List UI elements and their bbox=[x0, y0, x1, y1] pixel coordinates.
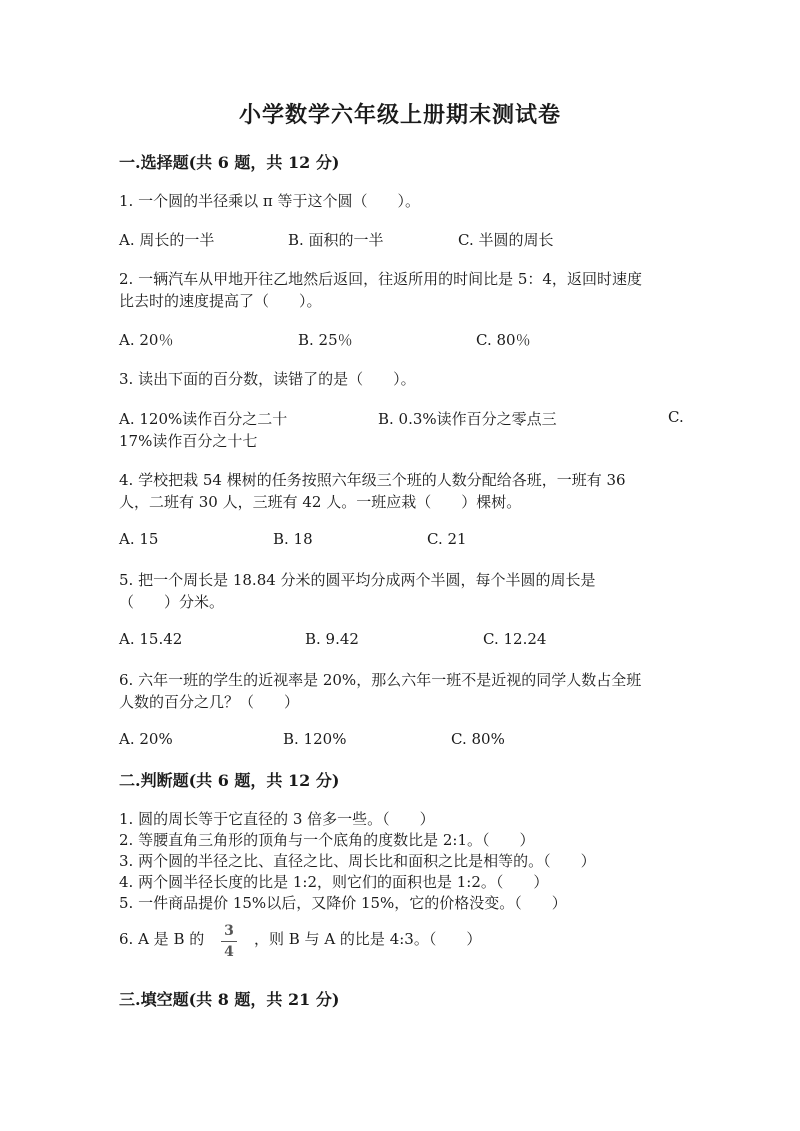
question-2-option-a: A. 20％ bbox=[119, 331, 174, 349]
fraction-three-quarters bbox=[221, 922, 237, 961]
question-2-option-b: B. 25％ bbox=[298, 331, 353, 349]
question-5-option-b: B. 9.42 bbox=[305, 630, 359, 648]
judgement-item-4: 4. 两个圆半径长度的比是 1:2，则它们的面积也是 1:2。（ ） bbox=[119, 873, 549, 891]
question-1-stem: 1. 一个圆的半径乘以 π 等于这个圆（ ）。 bbox=[119, 192, 420, 210]
question-2-stem-line2: 比去时的速度提高了（ ）。 bbox=[119, 292, 322, 310]
question-3-option-a: A. 120%读作百分之二十 bbox=[119, 410, 288, 428]
fraction-denominator: 4 bbox=[224, 944, 234, 960]
question-6-option-a: A. 20% bbox=[119, 730, 173, 748]
question-2-option-c: C. 80％ bbox=[476, 331, 531, 349]
question-6-option-c: C. 80% bbox=[451, 730, 505, 748]
section-heading-judgement: 二.判断题(共 6 题，共 12 分) bbox=[119, 771, 340, 790]
judgement-item-5: 5. 一件商品提价 15%以后，又降价 15%，它的价格没变。（ ） bbox=[119, 894, 567, 912]
question-4-stem-line2: 人，二班有 30 人，三班有 42 人。一班应栽（ ）棵树。 bbox=[119, 493, 522, 511]
section-heading-choice: 一.选择题(共 6 题，共 12 分) bbox=[119, 153, 340, 172]
question-5-stem-line2: （ ）分米。 bbox=[119, 593, 225, 611]
question-5-option-a: A. 15.42 bbox=[119, 630, 183, 648]
question-6-option-b: B. 120% bbox=[283, 730, 347, 748]
question-1-option-a: A. 周长的一半 bbox=[119, 231, 215, 249]
judgement-item-6-prefix: 6. A 是 B 的 bbox=[119, 930, 205, 948]
question-5-stem-line1: 5. 把一个周长是 18.84 分米的圆平均分成两个半圆，每个半圆的周长是 bbox=[119, 571, 596, 589]
section-heading-fill-in: 三.填空题(共 8 题，共 21 分) bbox=[119, 990, 340, 1009]
judgement-item-6-suffix: ，则 B 与 A 的比是 4:3。（ ） bbox=[254, 930, 482, 948]
question-3-option-c-label: C. bbox=[668, 408, 684, 426]
fraction-numerator: 3 bbox=[224, 923, 234, 939]
question-4-stem-line1: 4. 学校把栽 54 棵树的任务按照六年级三个班的人数分配给各班，一班有 36 bbox=[119, 471, 626, 489]
question-5-option-c: C. 12.24 bbox=[483, 630, 547, 648]
question-6-stem-line2: 人数的百分之几？（ ） bbox=[119, 693, 300, 711]
question-1-option-b: B. 面积的一半 bbox=[288, 231, 384, 249]
question-3-option-b: B. 0.3%读作百分之零点三 bbox=[378, 410, 557, 428]
page-title: 小学数学六年级上册期末测试卷 bbox=[238, 102, 561, 128]
question-3-option-c-text: 17%读作百分之十七 bbox=[119, 432, 258, 450]
question-6-stem-line1: 6. 六年一班的学生的近视率是 20%，那么六年一班不是近视的同学人数占全班 bbox=[119, 671, 642, 689]
question-4-option-b: B. 18 bbox=[273, 530, 313, 548]
judgement-item-3: 3. 两个圆的半径之比、直径之比、周长比和面积之比是相等的。（ ） bbox=[119, 852, 596, 870]
fraction-bar bbox=[221, 941, 237, 942]
question-1-option-c: C. 半圆的周长 bbox=[458, 231, 554, 249]
question-4-option-c: C. 21 bbox=[427, 530, 467, 548]
judgement-item-2: 2. 等腰直角三角形的顶角与一个底角的度数比是 2:1。（ ） bbox=[119, 831, 535, 849]
judgement-item-1: 1. 圆的周长等于它直径的 3 倍多一些。（ ） bbox=[119, 810, 435, 828]
question-2-stem-line1: 2. 一辆汽车从甲地开往乙地然后返回，往返所用的时间比是 5：4，返回时速度 bbox=[119, 270, 642, 288]
question-3-stem: 3. 读出下面的百分数，读错了的是（ ）。 bbox=[119, 370, 416, 388]
question-4-option-a: A. 15 bbox=[119, 530, 159, 548]
